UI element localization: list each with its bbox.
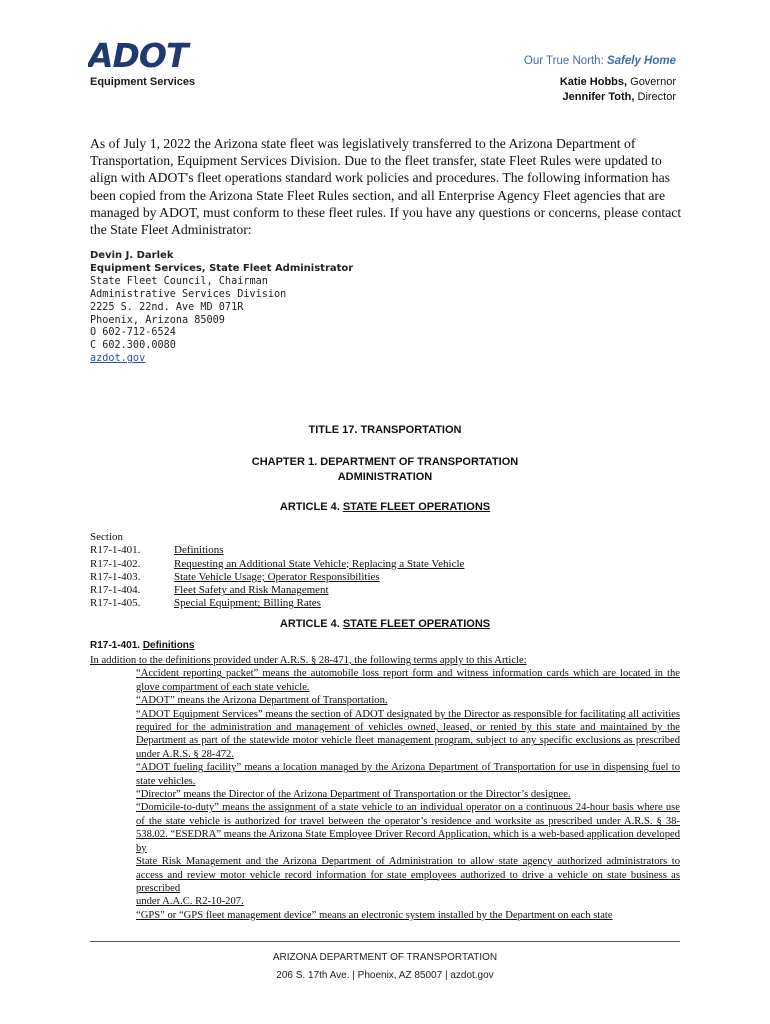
definition-item: “ADOT fueling facility” means a location managed by the Arizona Department of Transportation for use in dispensing fuel to state vehicles. — [136, 762, 680, 787]
director-line — [560, 90, 676, 105]
section-number: R17-1-401. — [90, 544, 141, 557]
contact-line2: Administrative Services Division — [90, 288, 287, 300]
section-list — [90, 531, 464, 611]
contact-office-phone: O 602-712-6524 — [90, 327, 176, 339]
footer-org: ARIZONA DEPARTMENT OF TRANSPORTATION — [272, 952, 498, 963]
adot-logo — [88, 40, 216, 75]
tagline — [524, 55, 676, 67]
section-label: Section — [90, 531, 123, 543]
definitions-body — [90, 654, 680, 922]
definition-item: “ADOT Equipment Services” means the section of ADOT designated by the Director as responsible for facilitating all activities required for the administration and management of vehicles owned, leased, or rented by this state and maintained by the Department as part of the statewide motor vehicle fleet management program, subject to any specific exclusions as prescribed under A.R.S. § 28-472. — [136, 708, 680, 760]
section-row[interactable] — [90, 571, 464, 584]
article-prefix: ARTICLE 4. — [279, 501, 343, 513]
azdot-link[interactable]: azdot.gov — [90, 353, 146, 365]
chapter-heading — [90, 455, 680, 485]
tagline-prefix: Our True North: — [523, 55, 607, 67]
section-title-usage[interactable]: State Vehicle Usage; Operator Responsibilities — [174, 570, 380, 583]
definitions-section-number: R17-1-401. — [90, 640, 141, 651]
article-name: STATE FLEET OPERATIONS — [342, 501, 491, 513]
article-heading-2 — [90, 618, 680, 630]
contact-cell-phone: C 602.300.0080 — [90, 340, 176, 352]
definition-item: “ADOT” means the Arizona Department of Transportation. — [136, 695, 388, 707]
definitions-heading — [90, 640, 194, 651]
officials-block — [560, 75, 676, 105]
section-title-safety[interactable]: Fleet Safety and Risk Management — [174, 584, 329, 597]
definition-item: State Risk Management and the Arizona Department of Administration to allow state agency authorized administrators to access and review motor vehicle record information for state employees authorized to drive a vehicle on state business as prescribed — [136, 856, 680, 894]
section-number: R17-1-405. — [90, 597, 141, 610]
tagline-emphasis: Safely Home — [606, 55, 676, 67]
section-row[interactable] — [90, 597, 464, 610]
governor-line — [560, 75, 676, 90]
article-heading — [90, 501, 680, 513]
section-row[interactable] — [90, 584, 464, 597]
section-number: R17-1-404. — [90, 584, 141, 597]
article2-prefix: ARTICLE 4. — [279, 618, 343, 630]
contact-name: Devin J. Darlek — [90, 250, 174, 261]
section-row[interactable] — [90, 544, 464, 557]
chapter-line1: CHAPTER 1. DEPARTMENT OF TRANSPORTATION — [251, 456, 519, 468]
section-title-requesting[interactable]: Requesting an Additional State Vehicle; Replacing a State Vehicle — [174, 557, 465, 570]
director-title: Director — [634, 91, 676, 103]
svg-text:ADOT: ADOT — [88, 40, 188, 70]
chapter-line2: ADMINISTRATION — [337, 471, 433, 483]
director-name: Jennifer Toth, — [562, 91, 635, 103]
contact-address: 2225 S. 22nd. Ave MD 071R — [90, 301, 244, 313]
definition-item: “Domicile-to-duty” means the assignment of a state vehicle to an individual operator on a continuous 24-hour basis where use of the state vehicle is authorized for travel between the operator’s residence and worksite as prescribed under A.R.S. § 38-538.02. “ESEDRA” means the Arizona State Employee Driver Record Application, which is a web-based application developed by — [136, 802, 680, 854]
contact-city: Phoenix, Arizona 85009 — [90, 314, 225, 326]
section-title-equipment[interactable]: Special Equipment; Billing Rates — [174, 597, 321, 610]
section-row[interactable] — [90, 558, 464, 571]
contact-line1: State Fleet Council, Chairman — [90, 275, 268, 287]
section-title-definitions[interactable]: Definitions — [174, 544, 224, 557]
footer-address: 206 S. 17th Ave. | Phoenix, AZ 85007 | azdot.gov — [276, 970, 494, 981]
contact-title: Equipment Services, State Fleet Administrator — [90, 262, 354, 274]
definition-item: “GPS” or “GPS fleet management device” means an electronic system installed by the Department on each state — [136, 909, 613, 921]
section-number: R17-1-403. — [90, 570, 141, 583]
footer-divider — [90, 941, 680, 942]
definition-item: “Accident reporting packet” means the automobile loss report form and witness information cards which are located in the glove compartment of each state vehicle. — [136, 668, 680, 693]
title-heading: TITLE 17. TRANSPORTATION — [308, 424, 462, 436]
intro-paragraph: As of July 1, 2022 the Arizona state fleet was legislatively transferred to the Arizona Department of Transportation, Equipment Services Division. Due to the fleet transfer, state Fleet Rules were updated to align with ADOT's fleet operations standard work policies and procedures. The following information has been copied from the Arizona State Fleet Rules section, and all Enterprise Agency Fleet agencies that are managed by ADOT, must conform to these fleet rules. If you have any questions or concerns, please contact the State Fleet Administrator: — [90, 136, 682, 238]
definitions-lead: In addition to the definitions provided under A.R.S. § 28-471, the following terms apply to this Article: — [90, 655, 527, 666]
definitions-section-title: Definitions — [142, 640, 195, 651]
governor-name: Katie Hobbs, — [559, 76, 628, 88]
article2-name: STATE FLEET OPERATIONS — [342, 618, 491, 630]
section-number: R17-1-402. — [90, 557, 141, 570]
definition-item: “Director” means the Director of the Arizona Department of Transportation or the Director’s designee. — [136, 789, 571, 801]
contact-block — [90, 250, 353, 366]
governor-title: Governor — [627, 76, 676, 88]
department-name: Equipment Services — [90, 76, 196, 88]
definition-item: under A.A.C. R2-10-207. — [136, 896, 244, 908]
